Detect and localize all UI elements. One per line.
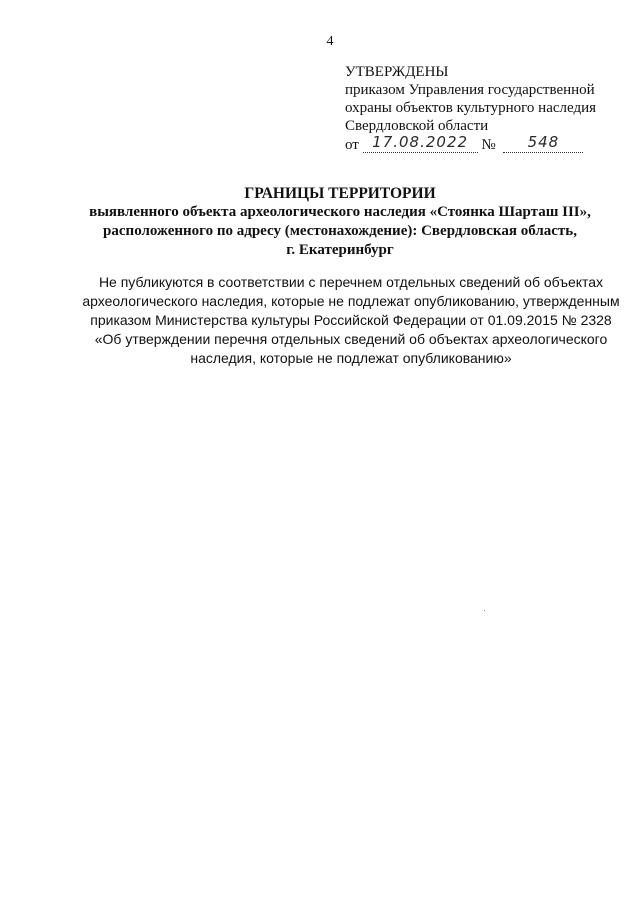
notice-line: приказом Министерства культуры Российской Федерации от 01.09.2015 № 2328 bbox=[90, 312, 612, 328]
order-date-number-line bbox=[345, 133, 625, 154]
notice-line: археологического наследия, которые не подлежат опубликованию, утвержденным bbox=[82, 293, 620, 309]
document-title: ГРАНИЦЫ ТЕРРИТОРИИ bbox=[244, 185, 436, 202]
page-number: 4 bbox=[326, 34, 334, 49]
notice-line: наследия, которые не подлежат опубликованию» bbox=[190, 350, 512, 366]
publication-notice bbox=[62, 273, 640, 368]
heading-line: г. Екатеринбург bbox=[286, 242, 394, 258]
notice-line: Не публикуются в соответствии с перечнем отдельных сведений об объектах bbox=[98, 274, 604, 290]
approval-line: охраны объектов культурного наследия bbox=[345, 100, 597, 116]
scan-speck bbox=[484, 610, 485, 611]
handwritten-order-number: 548 bbox=[527, 133, 560, 151]
heading-line: выявленного объекта археологического наследия «Стоянка Шарташ III», bbox=[89, 204, 591, 220]
approval-heading: УТВЕРЖДЕНЫ bbox=[345, 64, 449, 80]
heading-line: расположенного по адресу (местонахождение): Свердловская область, bbox=[103, 223, 577, 239]
order-date-blank bbox=[363, 133, 478, 153]
order-number-blank bbox=[503, 133, 583, 153]
date-prefix: от bbox=[345, 137, 359, 153]
notice-line: «Об утверждении перечня отдельных сведений об объектах археологического bbox=[94, 331, 608, 347]
handwritten-order-date: 17.08.2022 bbox=[372, 133, 469, 151]
number-sign: № bbox=[481, 137, 496, 153]
document-heading bbox=[40, 184, 640, 260]
approval-block bbox=[345, 63, 625, 154]
approval-line: приказом Управления государственной bbox=[345, 82, 595, 98]
approval-line: Свердловской области bbox=[345, 118, 489, 134]
